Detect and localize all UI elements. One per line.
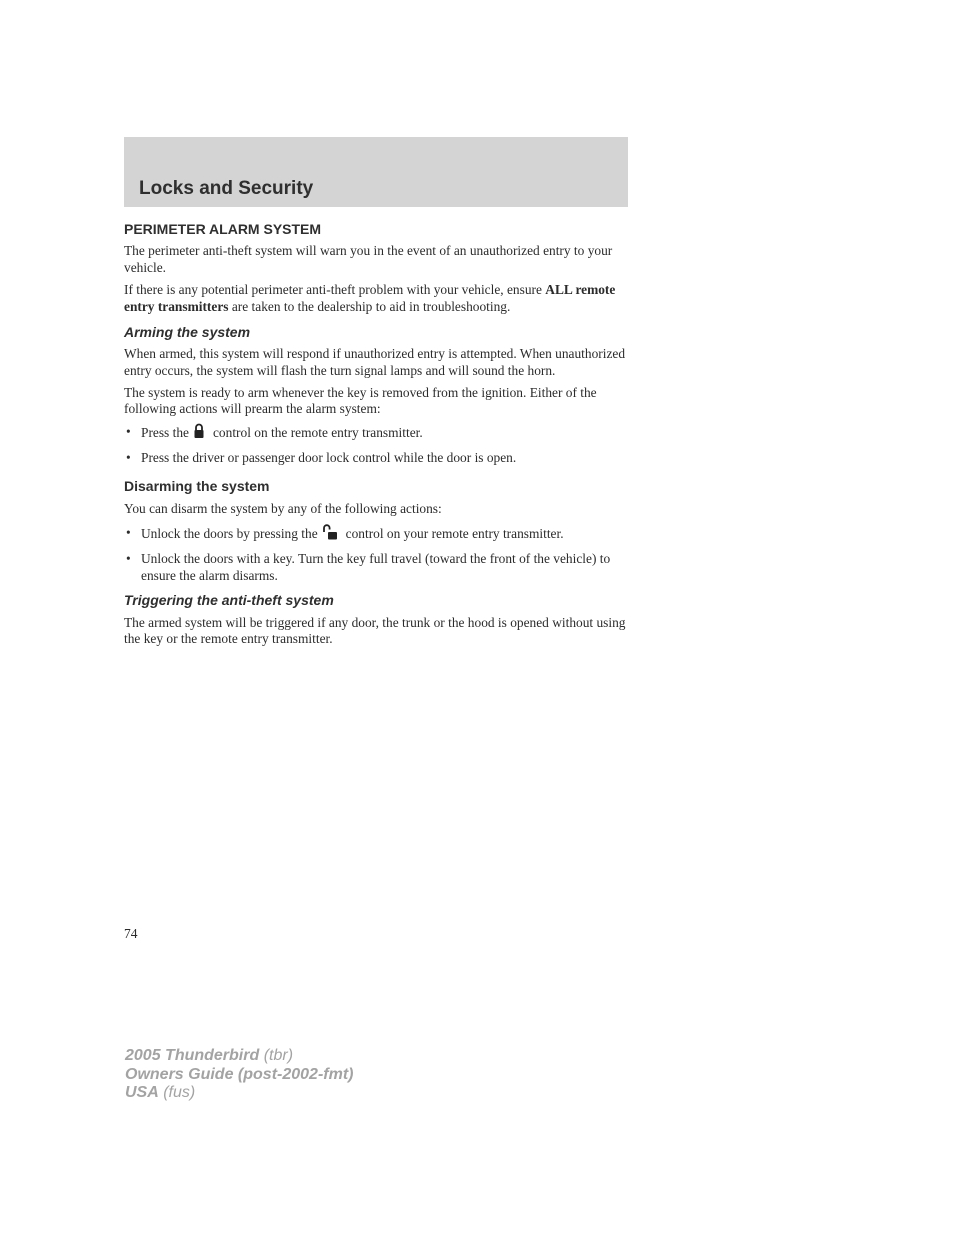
arming-bullet2: Press the driver or passenger door lock control while the door is open. xyxy=(141,450,517,466)
perimeter-p2-text-before: If there is any potential perimeter anti-theft problem with your vehicle, ensure xyxy=(124,282,546,298)
page-number: 74 xyxy=(124,926,138,941)
arming-paragraph-1: When armed, this system will respond if unauthorized entry is attempted. When unauthorized entry occurs, the system will flash the turn signal lamps and will sound the horn. xyxy=(124,346,626,378)
list-item xyxy=(124,524,632,545)
triggering-paragraph-1: The armed system will be triggered if any door, the trunk or the hood is opened without using the key or the remote entry transmitter. xyxy=(124,614,626,647)
page-content xyxy=(124,220,632,648)
disarming-list xyxy=(124,524,632,585)
bullet-dot: • xyxy=(126,423,131,439)
disarming-paragraph-1: You can disarm the system by any of the following actions: xyxy=(124,500,442,516)
footer-guide: Owners Guide (post-2002-fmt) xyxy=(125,1065,354,1083)
arming-bullet1-before: Press the xyxy=(141,424,189,440)
subheading-arming: Arming the system xyxy=(124,324,251,341)
footer-model-code: (tbr) xyxy=(259,1047,294,1064)
perimeter-paragraph-1: The perimeter anti-theft system will warn you in the event of an unauthorized entry to your vehicle. xyxy=(124,243,613,275)
footer-model: 2005 Thunderbird xyxy=(125,1047,260,1064)
bullet-dot: • xyxy=(126,550,131,566)
arming-list xyxy=(124,423,632,467)
bullet-dot: • xyxy=(126,525,131,541)
footer-line-3 xyxy=(125,1084,353,1103)
footer-line-2 xyxy=(125,1066,353,1085)
footer-line-1 xyxy=(125,1047,353,1066)
disarming-bullet1-before: Unlock the doors by pressing the xyxy=(141,526,318,542)
document-footer xyxy=(125,1047,353,1103)
disarming-bullet1-after: control on your remote entry transmitter. xyxy=(345,526,564,542)
list-item xyxy=(124,423,632,444)
disarming-bullet2: Unlock the doors with a key. Turn the key full travel (toward the front of the vehicle) to ensure the alarm disarms. xyxy=(141,550,611,584)
bullet-dot: • xyxy=(126,450,131,466)
footer-market-code: (fus) xyxy=(158,1084,196,1101)
perimeter-p2-text-after: are taken to the dealership to aid in troubleshooting. xyxy=(228,298,511,314)
list-item xyxy=(124,550,632,585)
chapter-title: Locks and Security xyxy=(139,178,314,199)
lock-icon xyxy=(193,423,205,444)
arming-bullet1-after: control on the remote entry transmitter. xyxy=(212,424,423,440)
list-item xyxy=(124,449,632,467)
perimeter-p2-bold: ALL remote entry transmitters xyxy=(124,282,616,314)
unlock-icon xyxy=(322,524,338,545)
arming-paragraph-2: The system is ready to arm whenever the key is removed from the ignition. Either of the following actions will prearm the alarm system: xyxy=(124,384,597,417)
perimeter-paragraph-2 xyxy=(124,282,632,315)
subheading-triggering: Triggering the anti-theft system xyxy=(124,591,334,608)
subheading-disarming: Disarming the system xyxy=(124,477,270,494)
section-heading-perimeter: PERIMETER ALARM SYSTEM xyxy=(124,221,322,237)
footer-market: USA xyxy=(125,1084,159,1101)
